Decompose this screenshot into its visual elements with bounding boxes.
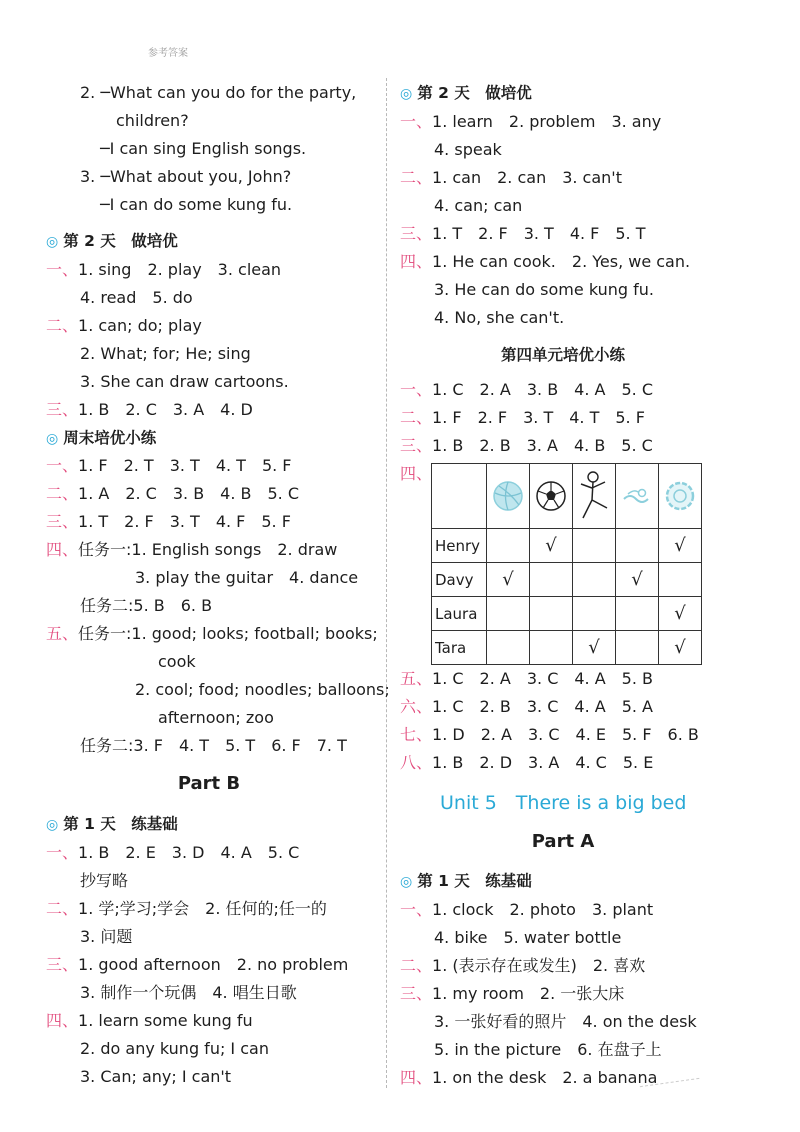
answer-line: 2. What; for; He; sing [80,344,251,363]
answer-row: 四、 [400,464,433,483]
answer-line: 3. Can; any; I can't [80,1067,232,1086]
answer-line: 任务二:3. F 4. T 5. T 6. F 7. T [80,736,347,755]
answer-line: 4. can; can [434,196,523,215]
check-cell [573,563,616,597]
answer-line: 3. 制作一个玩偶 4. 唱生日歌 [80,983,297,1002]
answer-row: 五、1. C 2. A 3. C 4. A 5. B [400,669,653,688]
answer-row: 四、1. He can cook. 2. Yes, we can. [400,252,691,271]
circle-icon: ◎ [46,234,59,250]
check-cell [530,631,573,665]
answer-line: 3. 问题 [80,927,133,946]
answer-row: 一、1. learn 2. problem 3. any [400,112,662,131]
student-name: Tara [432,631,487,665]
answer-line: ─I can do some kung fu. [100,195,293,214]
part-heading: Part B [177,773,241,794]
answer-row: 三、1. T 2. F 3. T 4. F 5. F [46,512,291,531]
answer-row: 四、1. learn some kung fu [46,1011,253,1030]
answer-row: 三、1. B 2. B 3. A 4. B 5. C [400,436,653,455]
section-heading: ◎ 第 2 天 做培优 [400,84,532,102]
answer-row: 三、1. B 2. C 3. A 4. D [46,400,253,419]
check-cell [530,597,573,631]
section-heading: ◎ 周末培优小练 [46,429,157,447]
answer-line: 2. cool; food; noodles; balloons; [135,680,390,699]
check-cell [487,631,530,665]
column-divider [386,78,387,1088]
football-picture [530,464,573,529]
answer-row: 一、1. C 2. A 3. B 4. A 5. C [400,380,653,399]
circle-icon: ◎ [400,874,413,890]
answer-line: 抄写略 [80,871,129,890]
answer-row: 八、1. B 2. D 3. A 4. C 5. E [400,753,654,772]
answer-row: 五、任务一:1. good; looks; football; books; [46,624,378,643]
check-cell: √ [659,529,702,563]
student-name: Davy [432,563,487,597]
answer-line: children? [116,111,189,130]
answer-row: 二、1. A 2. C 3. B 4. B 5. C [46,484,300,503]
answer-row: 三、1. good afternoon 2. no problem [46,955,349,974]
answer-line: 3. play the guitar 4. dance [135,568,359,587]
answer-row: 二、1. (表示存在或发生) 2. 喜欢 [400,956,646,975]
answer-line: 4. read 5. do [80,288,193,307]
answer-row: 一、1. clock 2. photo 3. plant [400,900,654,919]
answer-row: 一、1. sing 2. play 3. clean [46,260,282,279]
part-heading: Part A [531,831,595,852]
answer-line: 任务二:5. B 6. B [80,596,213,615]
student-name: Laura [432,597,487,631]
answer-row: 二、1. 学;学习;学会 2. 任何的;任一的 [46,899,327,918]
check-cell [487,597,530,631]
answer-line: 4. speak [434,140,502,159]
check-cell: √ [573,631,616,665]
answer-row: 六、1. C 2. B 3. C 4. A 5. A [400,697,653,716]
check-cell: √ [616,563,659,597]
check-cell [616,529,659,563]
check-cell [616,631,659,665]
check-cell [616,597,659,631]
header-mark: 参考答案 [148,48,188,59]
unit5-title: Unit 5 There is a big bed [440,792,687,814]
basketball-picture [487,464,530,529]
check-cell: √ [659,597,702,631]
answer-row: 二、1. can 2. can 3. can't [400,168,622,187]
answer-line: ─I can sing English songs. [100,139,307,158]
check-cell [659,563,702,597]
answer-line: 4. No, she can't. [434,308,565,327]
section-heading: ◎ 第 1 天 练基础 [46,815,178,833]
table-row [432,563,702,597]
answer-line: 5. in the picture 6. 在盘子上 [434,1040,662,1059]
check-cell [573,529,616,563]
check-cell [530,563,573,597]
answer-row: 三、1. T 2. F 3. T 4. F 5. T [400,224,646,243]
answer-line: 3. He can do some kung fu. [434,280,654,299]
answer-row: 四、任务一:1. English songs 2. draw [46,540,338,559]
answer-line: 2. do any kung fu; I can [80,1039,269,1058]
answer-line: 3. ─What about you, John? [80,167,292,186]
ping-pong-picture [659,464,702,529]
section-heading: ◎ 第 2 天 做培优 [46,232,178,250]
table-row [432,529,702,563]
circle-icon: ◎ [46,817,59,833]
answer-line: 4. bike 5. water bottle [434,928,622,947]
table-row [432,631,702,665]
table-row [432,597,702,631]
answer-row: 三、1. my room 2. 一张大床 [400,984,625,1003]
kung-fu-picture [573,464,616,529]
answer-row: 四、1. on the desk 2. a banana [400,1068,658,1087]
answer-row: 一、1. B 2. E 3. D 4. A 5. C [46,843,300,862]
check-cell: √ [659,631,702,665]
circle-icon: ◎ [46,431,59,447]
answer-row: 一、1. F 2. T 3. T 4. T 5. F [46,456,292,475]
picture-row [432,464,702,529]
answer-row: 二、1. can; do; play [46,316,202,335]
answer-line: 3. 一张好看的照片 4. on the desk [434,1012,697,1031]
answer-row: 二、1. F 2. F 3. T 4. T 5. F [400,408,645,427]
check-cell [573,597,616,631]
check-cell: √ [487,563,530,597]
check-cell: √ [530,529,573,563]
activity-table [431,463,702,665]
section-heading: ◎ 第 1 天 练基础 [400,872,532,890]
answer-line: 2. ─What can you do for the party, [80,83,357,102]
swimming-picture [616,464,659,529]
circle-icon: ◎ [400,86,413,102]
check-cell [487,529,530,563]
student-name: Henry [432,529,487,563]
unit4-heading: 第四单元培优小练 [500,346,625,364]
answer-line: 3. She can draw cartoons. [80,372,289,391]
answer-row: 七、1. D 2. A 3. C 4. E 5. F 6. B [400,725,699,744]
answer-line: afternoon; zoo [158,708,274,727]
answer-line: cook [158,652,196,671]
